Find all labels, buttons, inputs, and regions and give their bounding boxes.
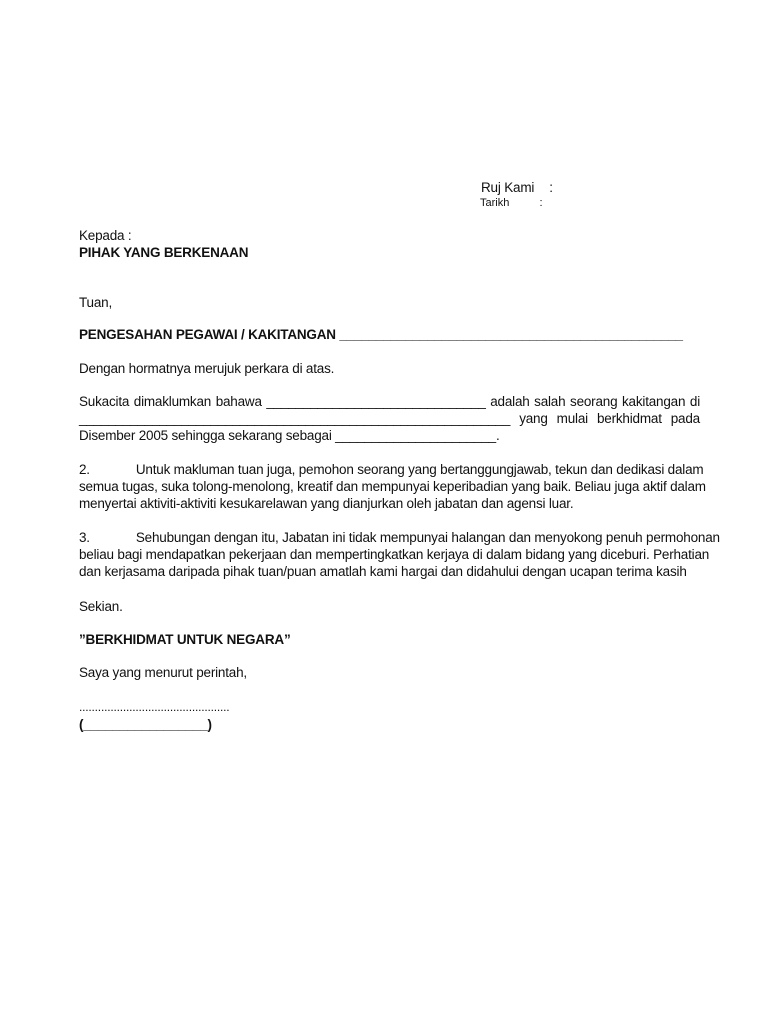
- paragraph-2-number: 2.: [79, 462, 90, 477]
- recipient-name: PIHAK YANG BERKENAAN: [79, 245, 249, 260]
- paragraph-3-line-1-text: Sehubungan dengan itu, Jabatan ini tidak mempunyai halangan dan menyokong penuh permohonan: [135, 530, 720, 545]
- paragraph-3-line-1: [79, 529, 720, 546]
- paragraph-1-line-3: Disember 2005 sehingga sekarang sebagai ______________________.: [79, 428, 500, 444]
- paragraph-3-line-3: dan kerjasama daripada pihak tuan/puan amatlah kami hargai dan didahului dengan ucapan terima kasih: [79, 564, 687, 580]
- ruj-kami-row: [481, 179, 553, 196]
- paragraph-2-line-3: menyertai aktiviti-aktiviti kesukarelawan yang dianjurkan oleh jabatan dan agensi luar.: [79, 496, 574, 512]
- recipient-label: Kepada :: [79, 228, 132, 243]
- tarikh-row: [480, 197, 543, 209]
- paragraph-1-line-1: Sukacita dimaklumkan bahawa ______________________________ adalah salah seorang kakitangan di: [79, 394, 700, 409]
- closing-line: Sekian.: [79, 599, 123, 614]
- paragraph-3-line-2: beliau bagi mendapatkan pekerjaan dan mempertingkatkan kerjaya di dalam bidang yang diceburi. Perhatian: [79, 547, 710, 563]
- tarikh-separator: :: [539, 197, 543, 209]
- opening-line: Dengan hormatnya merujuk perkara di atas.: [79, 361, 335, 376]
- paragraph-3: [79, 529, 720, 581]
- sign-off: Saya yang menurut perintah,: [79, 665, 247, 680]
- paragraph-3-number: 3.: [79, 530, 90, 545]
- paragraph-2-line-2: semua tugas, suka tolong-menolong, kreatif dan mempunyai keperibadian yang baik. Beliau juga aktif dalam: [79, 479, 706, 495]
- paragraph-2: [79, 461, 706, 513]
- ruj-kami-separator: :: [549, 180, 553, 195]
- letter-subject: PENGESAHAN PEGAWAI / KAKITANGAN _______________________________________________: [79, 327, 683, 342]
- signature-name: (_________________): [79, 717, 212, 732]
- signature-line: ................................................: [79, 700, 230, 714]
- motto: ”BERKHIDMAT UNTUK NEGARA”: [79, 632, 291, 647]
- ruj-kami-label: Ruj Kami: [481, 180, 535, 195]
- paragraph-2-line-1-text: Untuk makluman tuan juga, pemohon seorang yang bertanggungjawab, tekun dan dedikasi dalam: [135, 462, 704, 477]
- salutation: Tuan,: [79, 295, 113, 310]
- paragraph-1-line-2: ___________________________________________________________ yang mulai berkhidmat pada: [79, 411, 700, 427]
- paragraph-2-line-1: [79, 461, 704, 478]
- tarikh-label: Tarikh: [480, 197, 510, 209]
- paragraph-1: [79, 393, 700, 445]
